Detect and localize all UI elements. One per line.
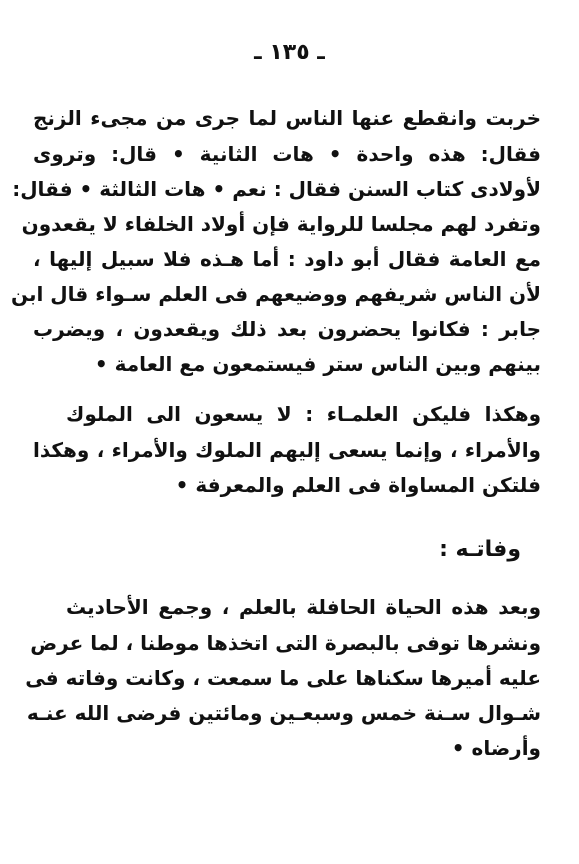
text-line: وهكذا فليكن العلمـاء : لا يسعون الى الملوك	[66, 402, 541, 426]
text-line: وبعد هذه الحياة الحافلة بالعلم ، وجمع الأحاديث	[66, 595, 541, 619]
text-line: وأرضاه •	[451, 736, 541, 760]
text-line: مع العامة فقال أبو داود : أما هـذه فلا سبيل إليها ،	[33, 247, 541, 271]
text-line: لأولادى كتاب السنن فقال : نعم • هات الثالثة • فقال:	[12, 177, 541, 201]
text-line: ونشرها توفى بالبصرة التى اتخذها موطنا ، لما عرض	[30, 631, 541, 655]
text-line: لأن الناس شريفهم ووضيعهم فى العلم سـواء قال ابن	[10, 282, 541, 306]
text-line: جابر : فكانوا يحضرون بعد ذلك ويقعدون ، ويضرب	[33, 317, 541, 341]
text-line: فقال: هذه واحدة • هات الثانية • قال: وتروى	[33, 142, 541, 166]
text-line: بينهم وبين الناس ستر فيستمعون مع العامة •	[94, 352, 541, 376]
text-line: شـوال سـنة خمس وسبعـين ومائتين فرضى الله عنـه	[26, 701, 541, 725]
page-number: ـ ١٣٥ ـ	[254, 40, 325, 65]
text-line: فلتكن المساواة فى العلم والمعرفة •	[175, 473, 541, 497]
section-heading: وفاتـه :	[439, 537, 521, 562]
text-line: خربت وانقطع عنها الناس لما جرى من مجىء الزنج	[33, 106, 541, 130]
text-line: عليه أميرها سكناها على ما سمعت ، وكانت وفاته فى	[25, 666, 541, 690]
text-line: والأمراء ، وإنما يسعى إليهم الملوك والأمراء ، وهكذا	[33, 438, 541, 462]
text-line: وتفرد لهم مجلسا للرواية فإن أولاد الخلفاء لا يقعدون	[21, 212, 541, 236]
